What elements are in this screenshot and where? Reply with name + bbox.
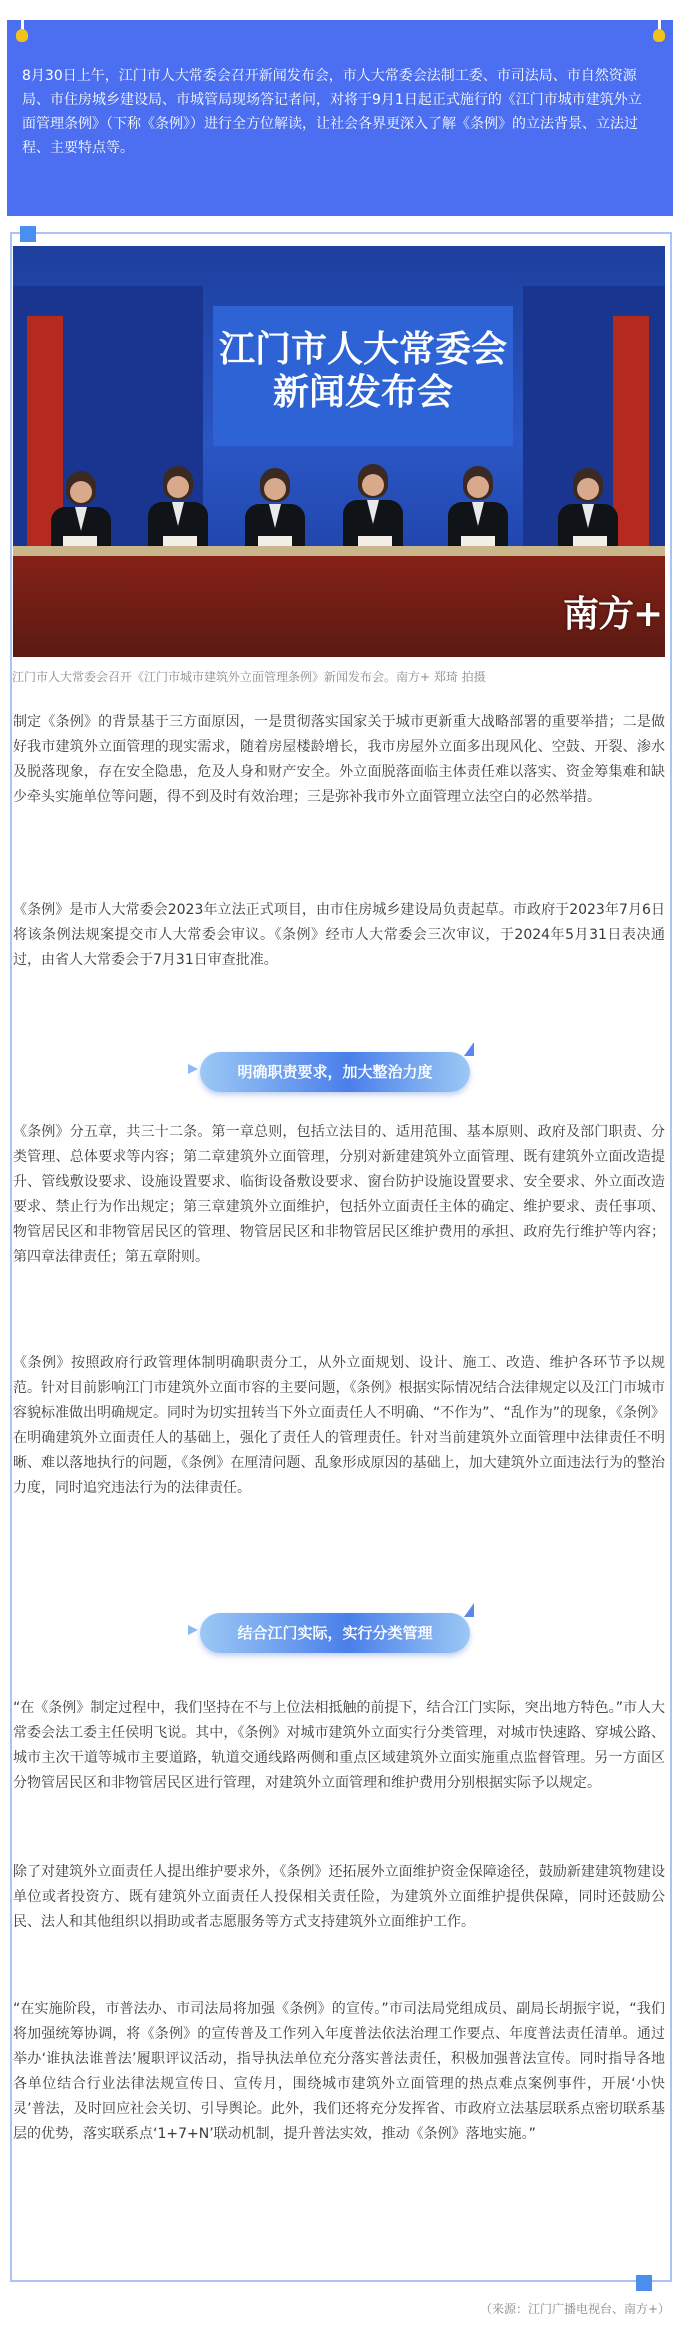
paragraph: 《条例》是市人大常委会2023年立法正式项目，由市住房城乡建设局负责起草。市政府于2023年7月6日将该条例法规案提交市人大常委会审议。《条例》经市人大常委会三次审议，于2024年5月31日表决通过，由省人大常委会于7月31日审查批准。 <box>13 902 665 968</box>
screen-title-line1: 江门市人大常委会 <box>218 328 507 370</box>
corner-square-decoration <box>20 226 36 242</box>
corner-square-decoration <box>636 2275 652 2291</box>
paragraph: “在实施阶段，市普法办、市司法局将加强《条例》的宣传。”市司法局党组成员、副局长胡振宇说，“我们将加强统筹协调，将《条例》的宣传普及工作列入年度普法依法治理工作要点、年度普法责任清单。通过举办‘谁执法谁普法’履职评议活动，指导执法单位充分落实普法责任，积极加强普法宣传。同时指导各地各单位结合行业法律法规宣传日、宣传月，围绕城市建筑外立面管理的热点难点案例事件，开展‘小快灵’普法，及时回应社会关切、引导舆论。此外，我们还将充分发挥省、市政府立法基层联系点密切联系基层的优势，落实联系点‘1+7+N’联动机制，提升普法实效，推动《条例》落地实施。” <box>13 2001 665 2142</box>
paragraph: 《条例》按照政府行政管理体制明确职责分工，从外立面规划、设计、施工、改造、维护各环节予以规范。针对目前影响江门市建筑外立面市容的主要问题，《条例》根据实际情况结合法律规定以及江门市城市容貌标准做出明确规定。同时为切实扭转当下外立面责任人不明确、“不作为”、“乱作为”的现象，《条例》在明确建筑外立面责任人的基础上，强化了责任人的管理责任。针对当前建筑外立面管理中法律责任不明晰、难以落地执行的问题，《条例》在厘清问题、乱象形成原因的基础上，加大建筑外立面违法行为的整治力度，同时追究违法行为的法律责任。 <box>13 1355 666 1496</box>
section-heading: 明确职责要求，加大整治力度 <box>237 1063 433 1081</box>
pin-icon <box>653 17 665 47</box>
paragraph: “在《条例》制定过程中，我们坚持在不与上位法相抵触的前提下，结合江门实际，突出地方特色。”市人大常委会法工委主任侯明飞说。其中，《条例》对城市建筑外立面实行分类管理，对城市快速路、穿城公路、城市主次干道等城市主要道路，轨道交通线路两侧和重点区域建筑外立面实施重点监督管理。另一方面区分物管居民区和非物管居民区进行管理，对建筑外立面管理和维护费用分别根据实际予以规定。 <box>13 1700 665 1791</box>
press-conference-photo <box>13 246 665 657</box>
nanfang-logo: 南方+ <box>563 593 663 635</box>
screen-banner <box>213 306 513 446</box>
source-note: （来源：江门广播电视台、南方+） <box>479 2302 670 2316</box>
photo-caption: 江门市人大常委会召开《江门市城市建筑外立面管理条例》新闻发布会。南方+ 郑琦 拍摄 <box>12 670 486 684</box>
screen-title-line2: 新闻发布会 <box>272 371 453 413</box>
section-heading-badge <box>200 1052 470 1092</box>
intro-text: 8月30日上午，江门市人大常委会召开新闻发布会，市人大常委会法制工委、市司法局、市自然资源局、市住房城乡建设局、市城管局现场答记者问，对将于9月1日起正式施行的《江门市城市建筑外立面管理条例》（下称《条例》）进行全方位解读，让社会各界更深入了解《条例》的立法背景、立法过程、主要特点等。 <box>22 68 642 156</box>
section-heading-badge <box>200 1613 470 1653</box>
paragraph: 《条例》分五章，共三十二条。第一章总则，包括立法目的、适用范围、基本原则、政府及部门职责、分类管理、总体要求等内容；第二章建筑外立面管理，分别对新建建筑外立面管理、既有建筑外立面改造提升、管线敷设要求、设施设置要求、临街设备敷设要求、窗台防护设施设置要求、安全要求、外立面改造要求、禁止行为作出规定；第三章建筑外立面维护，包括外立面责任主体的确定、维护要求、责任事项、物管居民区和非物管居民区的管理、物管居民区和非物管居民区维护费用的承担、政府先行维护等内容；第四章法律责任；第五章附则。 <box>13 1124 665 1265</box>
pin-icon <box>16 17 28 47</box>
intro-box <box>7 20 673 216</box>
paragraph: 制定《条例》的背景基于三方面原因，一是贯彻落实国家关于城市更新重大战略部署的重要举措；二是做好我市建筑外立面管理的现实需求，随着房屋楼龄增长，我市房屋外立面多出现风化、空鼓、开裂、渗水及脱落现象，存在安全隐患，危及人身和财产安全。外立面脱落面临主体责任难以落实、资金筹集难和缺少牵头实施单位等问题，得不到及时有效治理；三是弥补我市外立面管理立法空白的必然举措。 <box>13 714 665 805</box>
section-heading: 结合江门实际，实行分类管理 <box>237 1624 433 1642</box>
paragraph: 除了对建筑外立面责任人提出维护要求外，《条例》还拓展外立面维护资金保障途径，鼓励新建建筑物建设单位或者投资方、既有建筑外立面责任人投保相关责任险，为建筑外立面维护提供保障，同时还鼓励公民、法人和其他组织以捐助或者志愿服务等方式支持建筑外立面维护工作。 <box>13 1864 665 1930</box>
